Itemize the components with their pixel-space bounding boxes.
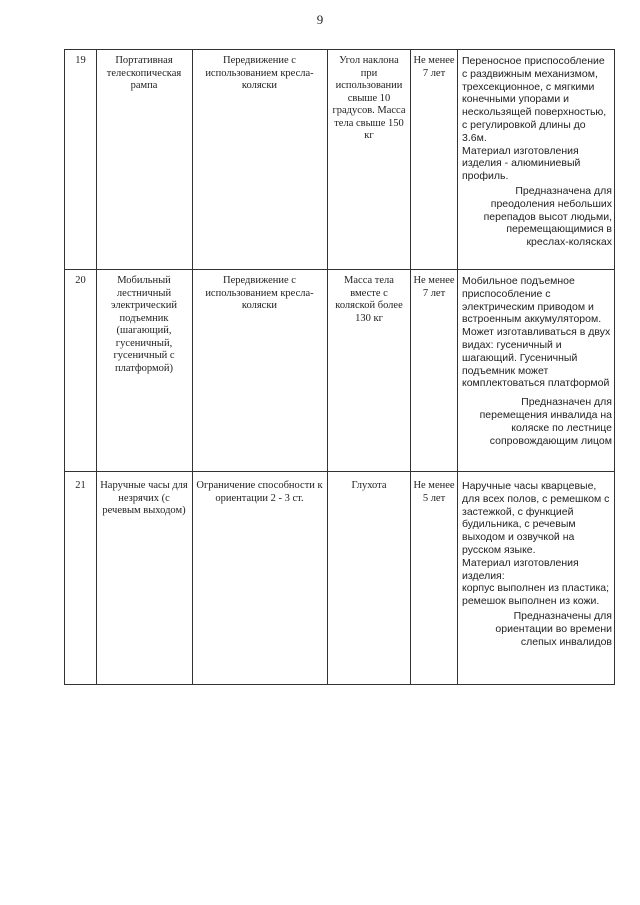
product-name: Мобильный лестничный электрический подъемник (шагающий, гусеничный, гусеничный с платформой) (111, 275, 177, 374)
description-material: Материал изготовления изделия - алюминиевый профиль. (462, 144, 581, 183)
service-term: Не менее 7 лет (413, 55, 455, 79)
description-material-case: корпус выполнен из пластика; (462, 582, 610, 595)
description-purpose: Предназначена для преодоления небольших перепадов высот людьми, перемещающимися в креслах-колясках (483, 184, 612, 249)
indication: Угол наклона при использовании свыше 10 градусов. Масса тела свыше 150 кг (332, 55, 406, 141)
table-rule (64, 49, 615, 50)
description (462, 55, 612, 249)
description-main: Переносное приспособление с раздвижным механизмом, трехсекционное, с мягкими конечными упорами и нескользящей поверхностью, с регулировкой длины до 3.6м. (462, 55, 607, 144)
table-rule (64, 49, 65, 685)
row-number: 20 (75, 275, 86, 286)
description-main: Наручные часы кварцевые, для всех полов, с ремешком с застежкой, с функцией будильника, с речевым выходом и озвучкой на русском языке. (462, 480, 610, 556)
table-rule (64, 471, 615, 472)
table-rule (96, 49, 97, 685)
description-material-strap: ремешок выполнен из кожи. (462, 595, 600, 608)
indication: Масса тела вместе с коляской более 130 кг (335, 275, 403, 324)
page-number: 9 (316, 12, 324, 27)
description (462, 480, 612, 648)
table-rule (327, 49, 328, 685)
description-purpose: Предназначены для ориентации во времени слепых инвалидов (495, 609, 612, 648)
product-name: Портативная телескопическая рампа (106, 55, 182, 91)
row-number: 19 (75, 55, 86, 66)
row-number: 21 (75, 480, 86, 491)
indication: Глухота (351, 480, 387, 491)
table-rule (192, 49, 193, 685)
activity-limitation: Передвижение с использованием кресла-коляски (205, 275, 314, 311)
product-name: Наручные часы для незрячих (с речевым выходом) (100, 480, 188, 516)
service-term: Не менее 7 лет (413, 275, 455, 299)
description-purpose: Предназначен для перемещения инвалида на коляске по лестнице сопровождающим лицом (479, 396, 612, 447)
description (462, 275, 612, 447)
table-rule (410, 49, 411, 685)
table-rule (614, 49, 615, 685)
table-rule (457, 49, 458, 685)
table-rule (64, 684, 615, 685)
description-main: Мобильное подъемное приспособление с электрическим приводом и встроенным аккумулятором. Может изготавливаться в двух видах: гусеничный и шагающий. Гусеничный подъемник может комплектоваться платформой (462, 275, 611, 390)
activity-limitation: Передвижение с использованием кресла-коляски (205, 55, 314, 91)
description-material: Материал изготовления изделия: (462, 556, 579, 582)
table-rule (64, 269, 615, 270)
service-term: Не менее 5 лет (413, 480, 455, 504)
activity-limitation: Ограничение способности к ориентации 2 - 3 ст. (196, 480, 323, 504)
